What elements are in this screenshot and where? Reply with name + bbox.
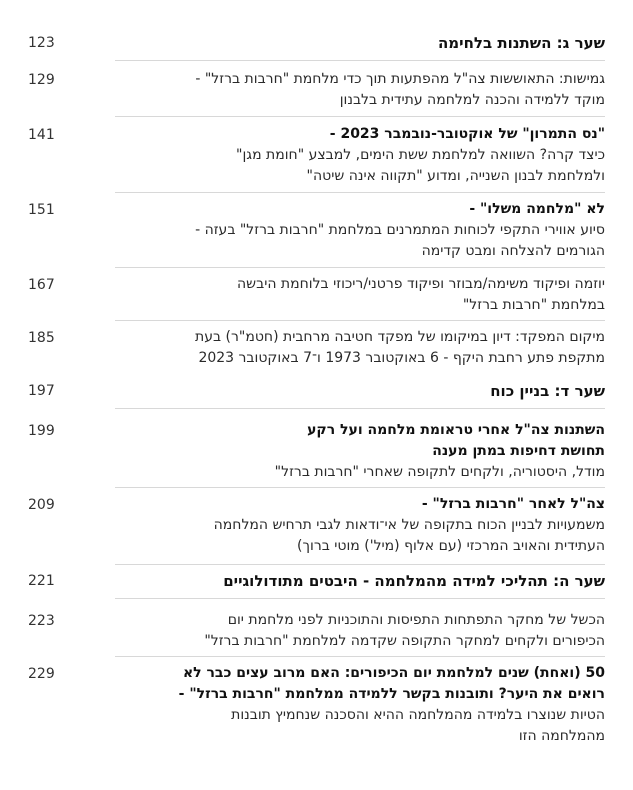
entry-line: גמישות: התאוששות צה"ל מהפתעות תוך כדי מלחמת "חרבות ברזל" - — [195, 71, 605, 87]
page-number: 209 — [28, 497, 55, 513]
entry-line: הטיות שנוצרו בלמידה מהמלחמה ההיא והסכנה שנחמיץ תובנות — [231, 707, 605, 723]
section-title: שער ד: בניין כוח — [490, 382, 605, 400]
entry-line: רואים את היער? ותובנות בקשר ללמידה ממלחמת "חרבות ברזל" - — [178, 686, 605, 702]
divider — [115, 487, 605, 488]
entry-line: 50 (ואחת) שנים למלחמת יום הכיפורים: האם מרוב עצים כבר לא — [182, 665, 605, 681]
entry-title — [85, 33, 605, 54]
entry-line: הכשל של מחקר התפתחות התפיסות והתוכניות לפני מלחמת יום — [227, 612, 605, 628]
page-number: 123 — [28, 35, 55, 51]
page-number: 151 — [28, 202, 55, 218]
entry-title — [85, 494, 605, 557]
entry-line: מהמלחמה הזו — [518, 728, 605, 744]
page-number: 197 — [28, 383, 55, 399]
divider — [115, 116, 605, 117]
entry-line: תחושת דחיפות במתן מענה — [432, 443, 605, 459]
entry-line: ולמלחמת לבנון השנייה, ומדוע "תקווה אינה שיטה" — [306, 168, 605, 184]
page-number: 129 — [28, 72, 55, 88]
entry-title — [85, 663, 605, 747]
entry-line: מודל, היסטוריה, ולקחים לתקופה שאחרי "חרבות ברזל" — [274, 464, 605, 480]
page-number: 221 — [28, 573, 55, 589]
entry-line: העתידית והאויב המרכזי (עם אלוף (מיל') מוטי ברוך) — [297, 538, 605, 554]
entry-line: משמעויות לבניין הכוח בתקופה של אי־ודאות לגבי תרחיש המלחמה — [213, 517, 605, 533]
divider — [115, 656, 605, 657]
entry-title — [85, 69, 605, 111]
section-title: שער ה: תהליכי למידה מהמלחמה - היבטים מתודולוגיים — [223, 572, 605, 590]
entry-line: לא "מלחמה משלו" - — [469, 201, 605, 217]
page-number: 141 — [28, 127, 55, 143]
page-number: 229 — [28, 666, 55, 682]
page-number: 199 — [28, 423, 55, 439]
entry-line: יוזמה ופיקוד משימה/מבוזר ופיקוד פרטני/ריכוזי בלוחמת היבשה — [237, 276, 605, 292]
entry-title — [85, 420, 605, 483]
page-number: 167 — [28, 277, 55, 293]
entry-title — [85, 124, 605, 187]
entry-line: במלחמת "חרבות ברזל" — [462, 297, 605, 313]
entry-title — [85, 199, 605, 262]
page-number: 185 — [28, 330, 55, 346]
entry-line: הגורמים להצלחה ומבט קדימה — [421, 243, 605, 259]
divider — [115, 564, 605, 565]
page-number: 223 — [28, 613, 55, 629]
entry-line: "נס התמרון" של אוקטובר-נובמבר 2023 - — [329, 126, 605, 142]
entry-title — [85, 274, 605, 316]
entry-line: מיקום המפקד: דיון במיקומו של מפקד חטיבה מרחבית (חטמ"ר) בעת — [195, 329, 605, 345]
divider — [115, 60, 605, 61]
entry-line: מתקפת פתע רחבת היקף - 6 באוקטובר 1973 ו־7 באוקטובר 2023 — [198, 350, 605, 366]
entry-line: הכיפורים ולקחים למחקר התקופה שקדמה למלחמת "חרבות ברזל" — [204, 633, 605, 649]
entry-line: צה"ל לאחר "חרבות ברזל" - — [421, 496, 605, 512]
entry-title — [85, 327, 605, 369]
entry-title — [85, 571, 605, 592]
entry-title — [85, 610, 605, 652]
entry-line: סיוע אווירי התקפי לכוחות המתמרנים במלחמת "חרבות ברזל" בעזה - — [195, 222, 605, 238]
entry-line: כיצד קרה? השוואה למלחמת ששת הימים, למבצע "חומת מגן" — [236, 147, 605, 163]
entry-line: מוקד ללמידה והכנה למלחמה עתידית בלבנון — [339, 92, 605, 108]
divider — [115, 408, 605, 409]
divider — [115, 192, 605, 193]
section-title: שער ג: השתנות בלחימה — [438, 34, 605, 52]
entry-line: השתנות צה"ל אחרי טראומת מלחמה ועל רקע — [307, 422, 605, 438]
entry-title — [85, 381, 605, 402]
divider — [115, 320, 605, 321]
divider — [115, 267, 605, 268]
divider — [115, 598, 605, 599]
